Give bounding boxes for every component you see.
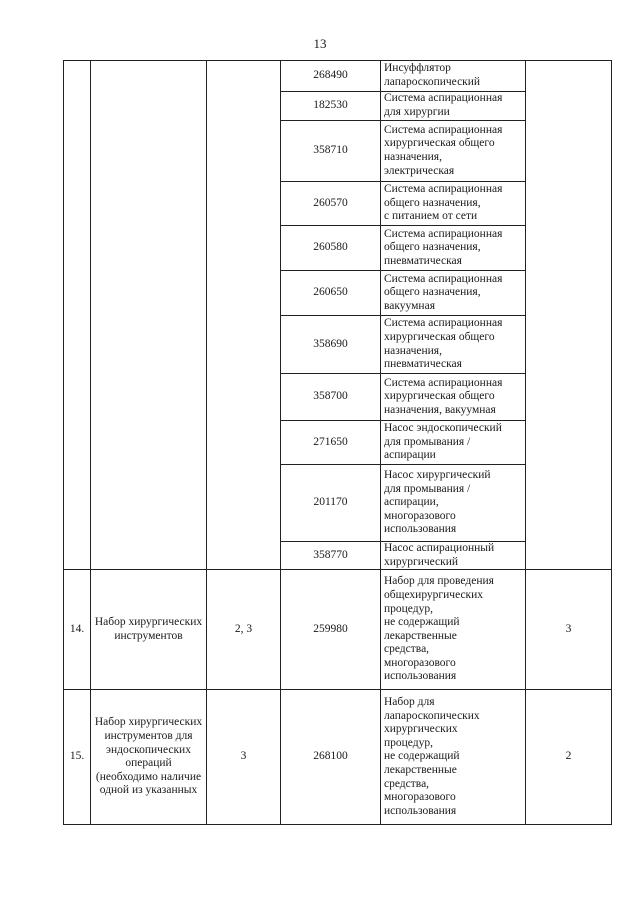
description-line: использования (384, 670, 457, 683)
description-line: Набор для проведения (384, 575, 494, 588)
cell-description (381, 316, 526, 374)
table-row (64, 570, 612, 690)
description-line: использования (384, 523, 457, 536)
description-line: назначения, (384, 344, 442, 357)
description-line: общего назначения, (384, 196, 481, 209)
description-line: процедур, (384, 736, 433, 749)
cell-item-number: 14. (64, 570, 91, 690)
cell-name-continued (91, 61, 207, 570)
cell-num-continued (64, 61, 91, 570)
table-body (64, 61, 612, 825)
cell-item-quantity: 3 (526, 570, 612, 690)
cell-item-number: 15. (64, 690, 91, 825)
cell-item-name: Набор хирургических инструментов для эндоскопических операций (необходимо наличие одной из указанных (91, 690, 207, 825)
description-line: лекарственные (384, 763, 457, 776)
description-line: общехирургических (384, 588, 484, 601)
description-line: средства, (384, 643, 430, 656)
description-line: Насос эндоскопический (384, 422, 502, 435)
description-line: Система аспирационная (384, 227, 503, 240)
description-line: хирургическая общего (384, 137, 495, 150)
cell-item-classes: 3 (207, 690, 281, 825)
description-line: Набор для (384, 696, 435, 709)
description-line: лапароскопических (384, 709, 480, 722)
description-line: многоразового (384, 791, 456, 804)
description-line: лапароскопический (384, 76, 481, 88)
description-line: многоразового (384, 656, 456, 669)
description-line: вакуумная (384, 299, 435, 312)
description-line: хирургических (384, 723, 458, 736)
cell-description (381, 271, 526, 316)
description-line: Система аспирационная (384, 317, 503, 330)
description-line: использования (384, 804, 457, 817)
cell-code: 182530 (281, 92, 381, 121)
description-line: хирургическая общего (384, 330, 495, 343)
cell-description (381, 226, 526, 271)
cell-code: 201170 (281, 465, 381, 542)
cell-description (381, 374, 526, 421)
description-line: аспирации, (384, 496, 439, 509)
cell-code: 268490 (281, 61, 381, 92)
description-line: Инсуффлятор (384, 62, 451, 75)
description-line: Система аспирационная (384, 272, 503, 285)
cell-code: 260650 (281, 271, 381, 316)
description-line: Насос аспирационный (384, 542, 495, 554)
description-line: электрическая (384, 164, 455, 177)
description-line: общего назначения, (384, 241, 481, 254)
description-line: процедур, (384, 602, 433, 615)
description-line: Система аспирационная (384, 123, 503, 136)
description-line: Система аспирационная (384, 376, 503, 389)
description-line: многоразового (384, 509, 456, 522)
cell-item-quantity: 2 (526, 690, 612, 825)
description-line: не содержащий (384, 750, 460, 763)
description-line: назначения, вакуумная (384, 403, 496, 416)
equipment-table (63, 60, 612, 825)
description-line: общего назначения, (384, 286, 481, 299)
description-line: пневматическая (384, 358, 462, 371)
description-line: средства, (384, 777, 430, 790)
table-row (64, 61, 612, 92)
cell-description (381, 61, 526, 92)
cell-description (381, 570, 526, 690)
cell-item-classes: 2, 3 (207, 570, 281, 690)
cell-description (381, 121, 526, 182)
cell-code: 358710 (281, 121, 381, 182)
cell-description (381, 690, 526, 825)
cell-code: 358770 (281, 542, 381, 570)
page-number: 13 (313, 36, 327, 51)
cell-code: 259980 (281, 570, 381, 690)
cell-description (381, 421, 526, 465)
cell-description (381, 465, 526, 542)
cell-description (381, 92, 526, 121)
description-line: для промывания / (384, 435, 471, 448)
description-line: хирургический (384, 555, 459, 568)
description-line: для промывания / (384, 482, 471, 495)
cell-qty-continued (526, 61, 612, 570)
cell-description (381, 182, 526, 226)
description-line: хирургическая общего (384, 390, 495, 403)
description-line: для хирургии (384, 106, 450, 118)
description-line: Система аспирационная (384, 183, 503, 196)
cell-class-continued (207, 61, 281, 570)
table-row (64, 690, 612, 825)
description-line: Насос хирургический (384, 469, 491, 482)
description-line: аспирации (384, 449, 436, 462)
cell-code: 358700 (281, 374, 381, 421)
cell-code: 260580 (281, 226, 381, 271)
cell-code: 260570 (281, 182, 381, 226)
description-line: с питанием от сети (384, 210, 478, 223)
cell-code: 358690 (281, 316, 381, 374)
description-line: пневматическая (384, 254, 462, 267)
cell-code: 271650 (281, 421, 381, 465)
cell-item-name: Набор хирургических инструментов (91, 570, 207, 690)
description-line: назначения, (384, 151, 442, 163)
description-line: не содержащий (384, 616, 460, 629)
cell-code: 268100 (281, 690, 381, 825)
description-line: лекарственные (384, 629, 457, 642)
cell-description (381, 542, 526, 570)
description-line: Система аспирационная (384, 92, 503, 105)
